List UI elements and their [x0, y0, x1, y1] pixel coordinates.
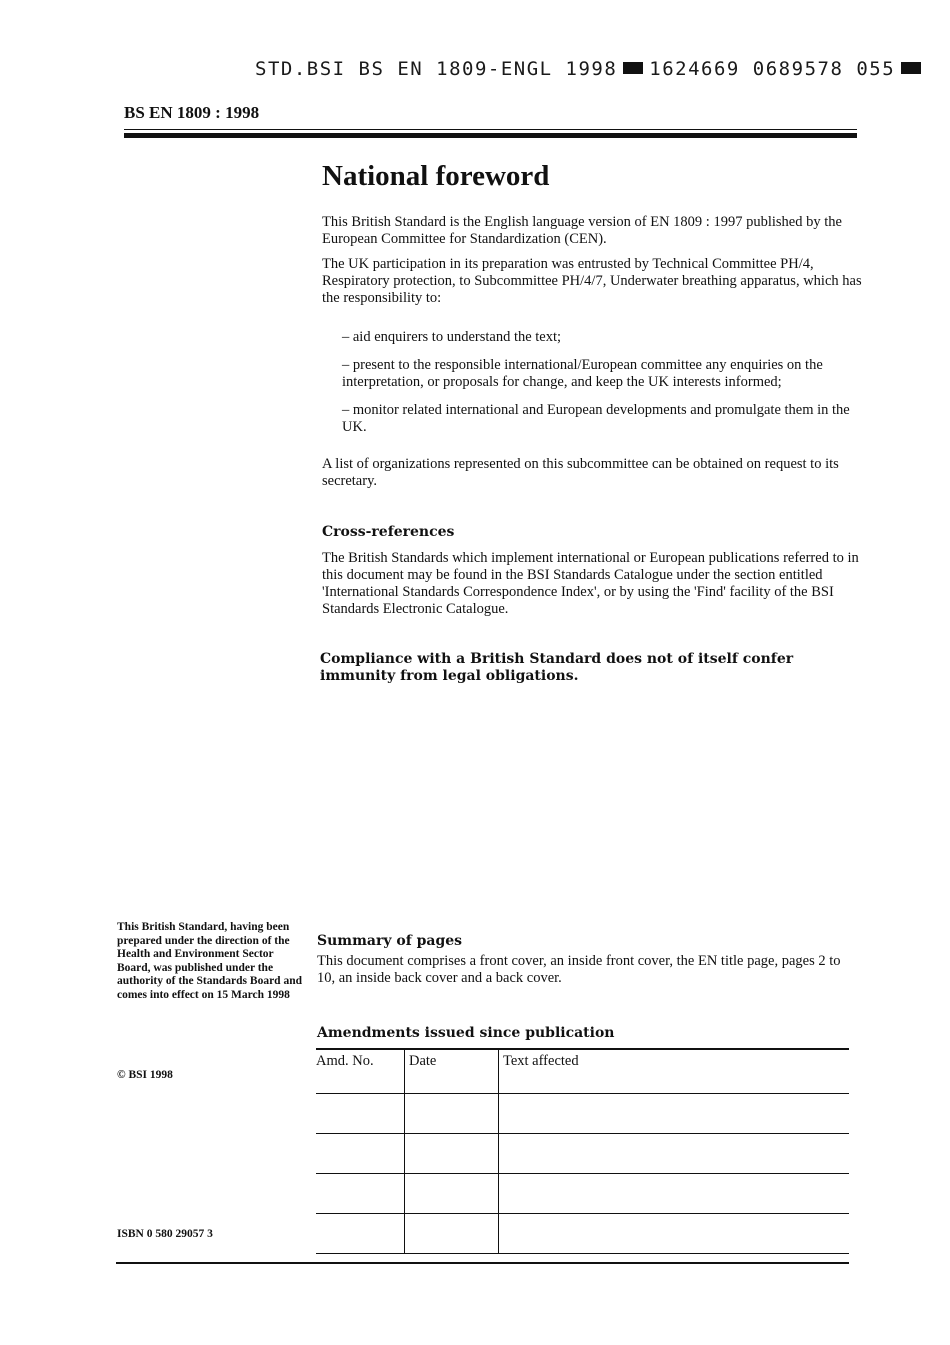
table-cell [499, 1174, 850, 1214]
compliance-statement: Compliance with a British Standard does not of itself confer immunity from legal obligations. [320, 651, 794, 684]
stamp-mid-text: 1624669 0689578 055 [649, 58, 896, 80]
isbn: ISBN 0 580 29057 3 [117, 1228, 213, 1240]
table-cell [405, 1094, 499, 1134]
amendments-table [316, 1048, 849, 1254]
table-row [316, 1134, 849, 1174]
stamp-left-text: STD.BSI BS EN 1809-ENGL 1998 [255, 58, 618, 80]
microfilm-stamp [255, 58, 927, 80]
copyright-notice: © BSI 1998 [117, 1069, 173, 1081]
table-row [316, 1094, 849, 1134]
table-header-row [316, 1049, 849, 1094]
paragraph-organizations: A list of organizations represented on this subcommittee can be obtained on request to its secretary. [322, 456, 839, 489]
header-rule-thin [124, 129, 857, 130]
column-header-text-affected: Text affected [499, 1049, 850, 1094]
stamp-block-mark [623, 62, 643, 74]
approval-note: This British Standard, having been prepared under the direction of the Health and Environment Sector Board, was published under the authority of the Standards Board and comes into effect on 15 March 1998 [117, 921, 302, 1001]
paragraph-intro: This British Standard is the English language version of EN 1809 : 1997 published by the European Committee for Standardization (CEN). [322, 214, 842, 247]
table-cell [316, 1094, 405, 1134]
table-cell [499, 1134, 850, 1174]
table-cell [499, 1214, 850, 1254]
table-row [316, 1214, 849, 1254]
table-cell [499, 1094, 850, 1134]
responsibility-item-3: – monitor related international and European developments and promulgate them in the UK. [342, 402, 850, 435]
column-header-date: Date [405, 1049, 499, 1094]
table-cell [405, 1134, 499, 1174]
table-row [316, 1174, 849, 1214]
table-cell [316, 1214, 405, 1254]
summary-text: This document comprises a front cover, an inside front cover, the EN title page, pages 2 to 10, an inside back cover and a back cover. [317, 953, 841, 986]
table-cell [316, 1174, 405, 1214]
page-title: National foreword [322, 160, 550, 192]
table-cell [316, 1134, 405, 1174]
responsibility-item-2: – present to the responsible international/European committee any enquiries on the interpretation, or proposals for change, and keep the UK interests informed; [342, 357, 823, 390]
cross-references-text: The British Standards which implement international or European publications referred to in this document may be found in the BSI Standards Catalogue under the section entitled 'International Standards Correspondence Index', or by using the 'Find' facility of the BSI Standards Electronic Catalogue. [322, 550, 859, 617]
amendments-heading: Amendments issued since publication [317, 1025, 615, 1041]
table-cell [405, 1174, 499, 1214]
paragraph-participation: The UK participation in its preparation was entrusted by Technical Committee PH/4, Respiratory protection, to Subcommittee PH/4/7, Underwater breathing apparatus, which has the responsibility to: [322, 256, 862, 306]
summary-heading: Summary of pages [317, 933, 463, 949]
responsibility-item-1: – aid enquirers to understand the text; [342, 329, 562, 345]
cross-references-heading: Cross-references [322, 524, 455, 540]
footer-rule [116, 1262, 849, 1264]
stamp-block-mark-end [901, 62, 921, 74]
column-header-amd-no: Amd. No. [316, 1049, 405, 1094]
document-id: BS EN 1809 : 1998 [124, 103, 260, 122]
table-cell [405, 1214, 499, 1254]
header-rule-thick [124, 133, 857, 138]
